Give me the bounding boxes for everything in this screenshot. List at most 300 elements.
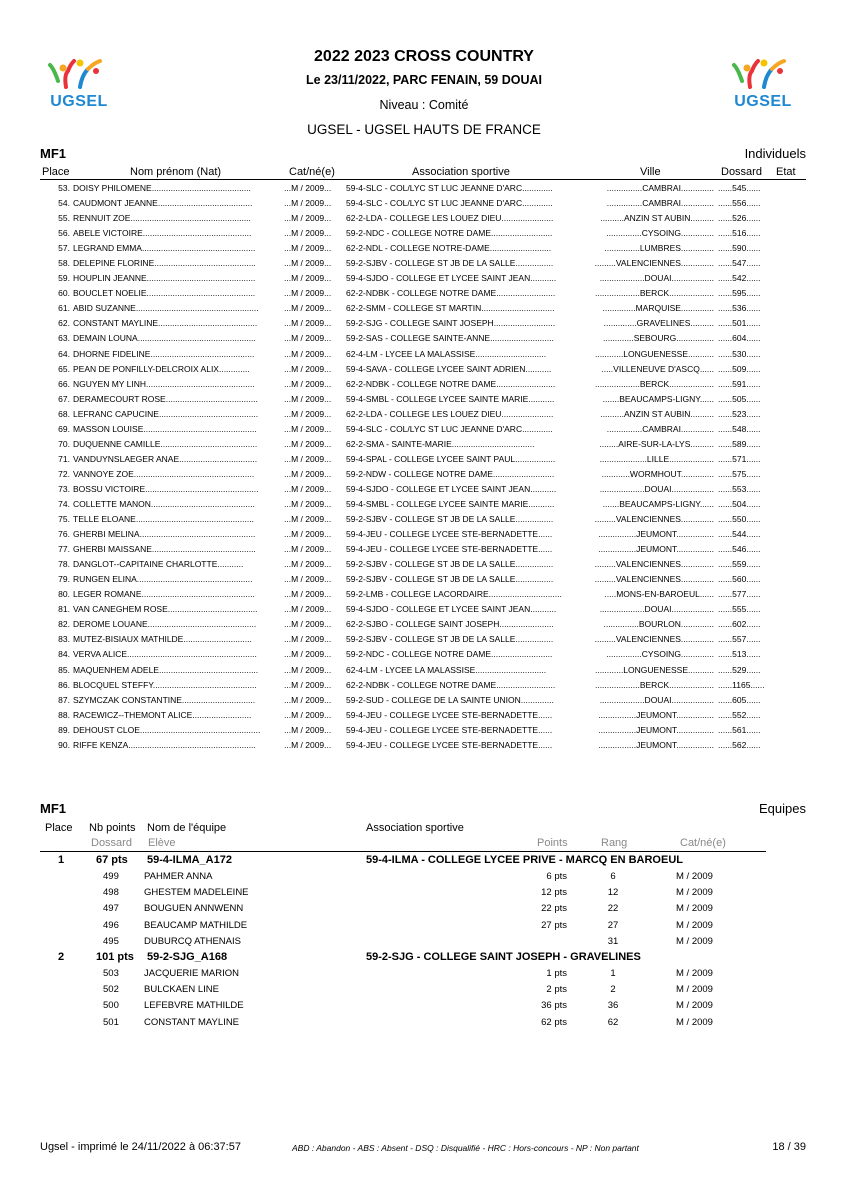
row-category: ...M / 2009... bbox=[284, 709, 332, 720]
row-city: ..........ANZIN ST AUBIN.......... bbox=[600, 408, 714, 419]
row-city: .........VALENCIENNES.............. bbox=[594, 258, 714, 269]
table-row bbox=[40, 693, 806, 708]
row-place: 57. bbox=[58, 243, 70, 254]
row-place: 66. bbox=[58, 378, 70, 389]
row-city: ........AIRE-SUR-LA-LYS.......... bbox=[599, 438, 714, 449]
table-row bbox=[40, 572, 806, 587]
row-category: ...M / 2009... bbox=[284, 724, 332, 735]
table-row bbox=[40, 587, 806, 602]
row-category: ...M / 2009... bbox=[284, 559, 332, 570]
row-bib: ......505...... bbox=[718, 393, 761, 404]
member-points: 1 pts bbox=[546, 968, 567, 979]
team-club: 59-2-SJG - COLLEGE SAINT JOSEPH - GRAVELINES bbox=[366, 951, 641, 963]
row-bib: ......1165...... bbox=[718, 679, 765, 690]
row-name: SZYMCZAK CONSTANTINE............................... bbox=[73, 694, 256, 705]
row-bib: ......561...... bbox=[718, 724, 761, 735]
row-name: RUNGEN ELINA................................................. bbox=[73, 574, 253, 585]
member-points: 36 pts bbox=[541, 1000, 567, 1012]
row-club: 59-4-SMBL - COLLEGE LYCEE SAINTE MARIE........... bbox=[346, 393, 555, 404]
row-club: 59-2-SJBV - COLLEGE ST JB DE LA SALLE................ bbox=[346, 634, 554, 645]
row-category: ...M / 2009... bbox=[284, 619, 332, 630]
row-city: ................JEUMONT................ bbox=[598, 739, 714, 750]
row-bib: ......550...... bbox=[718, 514, 761, 525]
row-category: ...M / 2009... bbox=[284, 273, 332, 284]
team-member-row bbox=[40, 869, 806, 884]
row-name: MAQUENHEM ADELE.......................................... bbox=[73, 664, 259, 675]
row-category: ...M / 2009... bbox=[284, 243, 332, 254]
row-club: 59-2-SUD - COLLEGE DE LA SAINTE UNION.............. bbox=[346, 694, 554, 705]
row-bib: ......595...... bbox=[718, 288, 761, 299]
table-row bbox=[40, 617, 806, 632]
row-place: 68. bbox=[58, 408, 70, 419]
row-place: 84. bbox=[58, 649, 70, 660]
row-club: 59-4-SJDO - COLLEGE ET LYCEE SAINT JEAN........... bbox=[346, 483, 557, 494]
row-club: 62-2-SJBO - COLLEGE SAINT JOSEPH....................... bbox=[346, 619, 554, 630]
row-city: ................JEUMONT................ bbox=[598, 724, 714, 735]
row-category: ...M / 2009... bbox=[284, 453, 332, 464]
row-club: 59-4-SLC - COL/LYC ST LUC JEANNE D'ARC............. bbox=[346, 423, 553, 434]
row-category: ...M / 2009... bbox=[284, 378, 332, 389]
row-club: 59-4-SAVA - COLLEGE LYCEE SAINT ADRIEN........... bbox=[346, 363, 552, 374]
member-rank: 1 bbox=[610, 968, 616, 979]
row-name: PEAN DE PONFILLY-DELCROIX ALIX............. bbox=[73, 363, 250, 374]
row-bib: ......560...... bbox=[718, 574, 761, 585]
row-city: ..............GRAVELINES.......... bbox=[603, 318, 714, 329]
table-row bbox=[40, 738, 806, 753]
individual-section-heading bbox=[40, 146, 806, 162]
row-bib: ......548...... bbox=[718, 423, 761, 434]
col-place: Place bbox=[42, 166, 70, 178]
member-name: LEFEBVRE MATHILDE bbox=[144, 1000, 244, 1012]
row-name: NGUYEN MY LINH.............................................. bbox=[73, 378, 255, 389]
row-category: ...M / 2009... bbox=[284, 348, 332, 359]
table-row bbox=[40, 467, 806, 482]
row-name: DELEPINE FLORINE........................................... bbox=[73, 258, 256, 269]
row-city: ..............MARQUISE.............. bbox=[602, 303, 714, 314]
row-bib: ......501...... bbox=[718, 318, 761, 329]
row-club: 59-2-NDW - COLLEGE NOTRE DAME.......................... bbox=[346, 468, 555, 479]
row-place: 72. bbox=[58, 468, 70, 479]
row-bib: ......555...... bbox=[718, 604, 761, 615]
row-name: LEGRAND EMMA................................................ bbox=[73, 243, 256, 254]
member-bib: 495 bbox=[103, 935, 119, 947]
member-points: 22 pts bbox=[541, 903, 567, 915]
row-name: MUTEZ-BISIAUX MATHILDE............................. bbox=[73, 634, 252, 645]
row-category: ...M / 2009... bbox=[284, 514, 332, 525]
row-place: 78. bbox=[58, 559, 70, 570]
row-name: RIFFE KENZA...................................................... bbox=[73, 739, 256, 750]
row-club: 59-4-SMBL - COLLEGE LYCEE SAINTE MARIE........... bbox=[346, 498, 555, 509]
row-city: ...................DOUAI.................. bbox=[599, 604, 714, 615]
row-place: 58. bbox=[58, 258, 70, 269]
member-name: JACQUERIE MARION bbox=[144, 968, 240, 979]
row-bib: ......557...... bbox=[718, 634, 761, 645]
table-row bbox=[40, 211, 806, 226]
status-legend: ABD : Abandon - ABS : Absent - DSQ : Disqualifié - HRC : Hors-concours - NP : Non partant bbox=[292, 1143, 639, 1153]
table-row bbox=[40, 527, 806, 542]
row-club: 62-2-SMA - SAINTE-MARIE................................... bbox=[346, 438, 535, 449]
team-row bbox=[40, 853, 806, 868]
row-bib: ......529...... bbox=[718, 664, 761, 675]
table-row bbox=[40, 256, 806, 271]
row-place: 76. bbox=[58, 529, 70, 540]
row-place: 90. bbox=[58, 739, 70, 750]
row-city: ....................LILLE................... bbox=[599, 453, 714, 464]
col-bib: Dossard bbox=[91, 837, 132, 849]
row-bib: ......589...... bbox=[718, 438, 761, 449]
row-name: DUQUENNE CAMILLE......................................... bbox=[73, 438, 258, 449]
col-place: Place bbox=[45, 822, 73, 834]
row-bib: ......571...... bbox=[718, 453, 761, 464]
table-row bbox=[40, 678, 806, 693]
team-member-row bbox=[40, 982, 806, 997]
row-bib: ......509...... bbox=[718, 363, 761, 374]
table-row bbox=[40, 482, 806, 497]
row-name: RENNUIT ZOE................................................... bbox=[73, 213, 251, 224]
row-place: 67. bbox=[58, 393, 70, 404]
row-place: 54. bbox=[58, 198, 70, 209]
row-category: ...M / 2009... bbox=[284, 483, 332, 494]
row-name: VAN CANEGHEM ROSE...................................... bbox=[73, 604, 258, 615]
row-place: 55. bbox=[58, 213, 70, 224]
member-name: BEAUCAMP MATHILDE bbox=[144, 919, 248, 931]
team-member-row bbox=[40, 885, 806, 900]
row-category: ...M / 2009... bbox=[284, 649, 332, 660]
member-bib: 498 bbox=[103, 887, 119, 899]
row-club: 59-2-SJBV - COLLEGE ST JB DE LA SALLE................ bbox=[346, 574, 554, 585]
row-bib: ......523...... bbox=[718, 408, 761, 419]
row-club: 59-4-SLC - COL/LYC ST LUC JEANNE D'ARC............. bbox=[346, 198, 553, 209]
row-city: ...................BERCK................... bbox=[594, 679, 714, 690]
page-title: 2022 2023 CROSS COUNTRY bbox=[314, 48, 534, 65]
row-city: .....MONS-EN-BAROEUL...... bbox=[604, 589, 714, 600]
row-city: .......BEAUCAMPS-LIGNY...... bbox=[602, 498, 714, 509]
team-points: 101 pts bbox=[96, 951, 134, 963]
row-club: 62-4-LM - LYCEE LA MALASSISE.............................. bbox=[346, 664, 547, 675]
table-row bbox=[40, 512, 806, 527]
race-code: MF1 bbox=[40, 801, 66, 816]
row-city: ...................DOUAI.................. bbox=[599, 483, 714, 494]
row-city: .........VALENCIENNES.............. bbox=[594, 574, 714, 585]
team-member-row bbox=[40, 1015, 806, 1030]
row-category: ...M / 2009... bbox=[284, 664, 332, 675]
section-type: Individuels bbox=[744, 146, 806, 161]
row-city: ............WORMHOUT.............. bbox=[601, 468, 714, 479]
row-bib: ......590...... bbox=[718, 243, 761, 254]
member-bib: 501 bbox=[103, 1016, 119, 1028]
row-city: ..........ANZIN ST AUBIN.......... bbox=[600, 213, 714, 224]
row-place: 77. bbox=[58, 544, 70, 555]
row-place: 56. bbox=[58, 228, 70, 239]
table-row bbox=[40, 271, 806, 286]
row-club: 59-2-NDC - COLLEGE NOTRE DAME.......................... bbox=[346, 228, 553, 239]
table-row bbox=[40, 647, 806, 662]
row-category: ...M / 2009... bbox=[284, 183, 332, 193]
team-member-header bbox=[40, 837, 766, 852]
row-club: 59-2-LMB - COLLEGE LACORDAIRE............................... bbox=[346, 589, 562, 600]
col-points: Points bbox=[537, 837, 568, 849]
member-bib: 497 bbox=[103, 903, 119, 915]
row-city: .........VALENCIENNES.............. bbox=[594, 634, 714, 645]
row-name: RACEWICZ--THEMONT ALICE......................... bbox=[73, 709, 252, 720]
member-rank: 22 bbox=[607, 903, 619, 915]
table-row bbox=[40, 708, 806, 723]
team-member-row bbox=[40, 998, 806, 1013]
row-city: ...................BERCK................... bbox=[594, 288, 714, 299]
row-category: ...M / 2009... bbox=[284, 634, 332, 645]
row-name: ABID SUZANNE.................................................... bbox=[73, 303, 259, 314]
member-category: M / 2009 bbox=[676, 1000, 713, 1012]
row-club: 59-4-JEU - COLLEGE LYCEE STE-BERNADETTE...... bbox=[346, 529, 553, 540]
row-city: ................JEUMONT................ bbox=[598, 544, 714, 555]
member-category: M / 2009 bbox=[676, 935, 713, 947]
row-city: ...............CAMBRAI.............. bbox=[606, 423, 714, 434]
row-club: 59-4-JEU - COLLEGE LYCEE STE-BERNADETTE...... bbox=[346, 724, 553, 735]
row-bib: ......516...... bbox=[718, 228, 761, 239]
row-place: 86. bbox=[58, 679, 70, 690]
row-category: ...M / 2009... bbox=[284, 198, 332, 209]
member-name: BULCKAEN LINE bbox=[144, 984, 219, 996]
team-member-row bbox=[40, 918, 806, 933]
row-club: 62-2-NDBK - COLLEGE NOTRE DAME......................... bbox=[346, 378, 556, 389]
row-city: .........VALENCIENNES.............. bbox=[594, 514, 714, 525]
table-row bbox=[40, 497, 806, 512]
row-club: 62-4-LM - LYCEE LA MALASSISE.............................. bbox=[346, 348, 547, 359]
row-name: DEROME LOUANE.............................................. bbox=[73, 619, 257, 630]
row-place: 69. bbox=[58, 423, 70, 434]
row-name: TELLE ELOANE.................................................. bbox=[73, 514, 254, 525]
organization: UGSEL - UGSEL HAUTS DE FRANCE bbox=[307, 122, 541, 137]
row-place: 63. bbox=[58, 333, 70, 344]
row-bib: ......552...... bbox=[718, 709, 761, 720]
row-place: 74. bbox=[58, 498, 70, 509]
row-city: ...............CYSOING.............. bbox=[606, 649, 714, 660]
col-team-name: Nom de l'équipe bbox=[147, 822, 227, 834]
table-row bbox=[40, 723, 806, 738]
row-bib: ......604...... bbox=[718, 333, 761, 344]
row-category: ...M / 2009... bbox=[284, 213, 332, 224]
row-category: ...M / 2009... bbox=[284, 739, 332, 750]
row-bib: ......605...... bbox=[718, 694, 761, 705]
row-club: 62-2-LDA - COLLEGE LES LOUEZ DIEU...................... bbox=[346, 213, 554, 224]
row-name: HOUPLIN JEANNE.............................................. bbox=[73, 273, 256, 284]
team-place: 2 bbox=[58, 951, 65, 963]
table-row bbox=[40, 437, 806, 452]
row-place: 64. bbox=[58, 348, 70, 359]
row-category: ...M / 2009... bbox=[284, 393, 332, 404]
table-row bbox=[40, 377, 806, 392]
row-category: ...M / 2009... bbox=[284, 363, 332, 374]
row-name: CAUDMONT JEANNE........................................ bbox=[73, 198, 253, 209]
row-club: 59-4-SJDO - COLLEGE ET LYCEE SAINT JEAN........... bbox=[346, 273, 557, 284]
row-place: 70. bbox=[58, 438, 70, 449]
member-name: BOUGUEN ANNWENN bbox=[144, 903, 244, 915]
row-place: 61. bbox=[58, 303, 70, 314]
row-bib: ......526...... bbox=[718, 213, 761, 224]
row-city: .......BEAUCAMPS-LIGNY...... bbox=[602, 393, 714, 404]
row-category: ...M / 2009... bbox=[284, 258, 332, 269]
row-name: LEFRANC CAPUCINE.......................................... bbox=[73, 408, 259, 419]
row-name: BOSSU VICTOIRE................................................ bbox=[73, 483, 259, 494]
row-place: 89. bbox=[58, 724, 70, 735]
row-name: DANGLOT--CAPITAINE CHARLOTTE........... bbox=[73, 559, 244, 570]
row-city: ...................BERCK................... bbox=[594, 378, 714, 389]
row-city: .........VALENCIENNES.............. bbox=[594, 559, 714, 570]
table-row bbox=[40, 331, 806, 346]
row-place: 60. bbox=[58, 288, 70, 299]
table-row bbox=[40, 241, 806, 256]
row-bib: ......553...... bbox=[718, 483, 761, 494]
row-place: 75. bbox=[58, 514, 70, 525]
row-category: ...M / 2009... bbox=[284, 694, 332, 705]
row-name: COLLETTE MANON............................................ bbox=[73, 498, 255, 509]
table-row bbox=[40, 542, 806, 557]
row-bib: ......562...... bbox=[718, 739, 761, 750]
row-club: 59-4-SJDO - COLLEGE ET LYCEE SAINT JEAN........... bbox=[346, 604, 557, 615]
table-row bbox=[40, 286, 806, 301]
row-club: 59-2-SJBV - COLLEGE ST JB DE LA SALLE................ bbox=[346, 559, 554, 570]
row-category: ...M / 2009... bbox=[284, 574, 332, 585]
member-rank: 2 bbox=[610, 984, 616, 996]
member-name: PAHMER ANNA bbox=[144, 871, 213, 882]
row-category: ...M / 2009... bbox=[284, 529, 332, 540]
row-place: 79. bbox=[58, 574, 70, 585]
member-bib: 503 bbox=[103, 968, 119, 979]
row-place: 83. bbox=[58, 634, 70, 645]
team-member-row bbox=[40, 966, 806, 981]
table-row bbox=[40, 602, 806, 617]
row-bib: ......575...... bbox=[718, 468, 761, 479]
row-club: 59-4-SLC - COL/LYC ST LUC JEANNE D'ARC............. bbox=[346, 183, 553, 193]
table-row bbox=[40, 301, 806, 316]
row-category: ...M / 2009... bbox=[284, 468, 332, 479]
table-row bbox=[40, 557, 806, 572]
row-category: ...M / 2009... bbox=[284, 589, 332, 600]
row-club: 59-2-SJBV - COLLEGE ST JB DE LA SALLE................ bbox=[346, 258, 554, 269]
row-name: LEGER ROMANE................................................ bbox=[73, 589, 255, 600]
col-name: Nom prénom (Nat) bbox=[130, 166, 222, 178]
col-cat: Cat/né(e) bbox=[289, 166, 335, 178]
row-bib: ......591...... bbox=[718, 378, 761, 389]
row-name: DEHOUST CLOE................................................... bbox=[73, 724, 261, 735]
member-rank: 6 bbox=[610, 871, 616, 882]
col-rank: Rang bbox=[601, 837, 628, 849]
table-row bbox=[40, 392, 806, 407]
row-place: 80. bbox=[58, 589, 70, 600]
col-points: Nb points bbox=[89, 822, 136, 834]
table-row bbox=[40, 347, 806, 362]
member-category: M / 2009 bbox=[676, 968, 713, 979]
row-bib: ......513...... bbox=[718, 649, 761, 660]
row-name: BOUCLET NOELIE.............................................. bbox=[73, 288, 256, 299]
member-rank: 36 bbox=[607, 1000, 619, 1012]
row-name: BLOCQUEL STEFFY............................................ bbox=[73, 679, 257, 690]
table-row bbox=[40, 407, 806, 422]
member-category: M / 2009 bbox=[676, 903, 713, 915]
member-rank: 31 bbox=[607, 935, 619, 947]
row-city: ............LONGUENESSE........... bbox=[594, 664, 714, 675]
row-club: 59-2-SAS - COLLEGE SAINTE-ANNE........................... bbox=[346, 333, 554, 344]
member-rank: 62 bbox=[607, 1016, 619, 1028]
row-bib: ......559...... bbox=[718, 559, 761, 570]
team-table-header bbox=[40, 822, 806, 836]
row-place: 59. bbox=[58, 273, 70, 284]
page-footer bbox=[40, 1141, 806, 1155]
row-bib: ......547...... bbox=[718, 258, 761, 269]
row-club: 59-4-JEU - COLLEGE LYCEE STE-BERNADETTE...... bbox=[346, 544, 553, 555]
team-name: 59-4-ILMA_A172 bbox=[147, 854, 232, 866]
table-row bbox=[40, 632, 806, 647]
member-points: 2 pts bbox=[546, 984, 567, 996]
col-bib: Dossard bbox=[721, 166, 762, 178]
col-city: Ville bbox=[640, 166, 661, 178]
table-row bbox=[40, 181, 806, 196]
row-bib: ......536...... bbox=[718, 303, 761, 314]
print-info: Ugsel - imprimé le 24/11/2022 à 06:37:57 bbox=[40, 1141, 241, 1153]
page-number: 18 / 39 bbox=[772, 1141, 806, 1153]
row-city: ...............CAMBRAI.............. bbox=[606, 198, 714, 209]
col-cat: Cat/né(e) bbox=[680, 837, 726, 849]
row-place: 87. bbox=[58, 694, 70, 705]
member-bib: 499 bbox=[103, 871, 119, 882]
member-bib: 496 bbox=[103, 919, 119, 931]
row-place: 81. bbox=[58, 604, 70, 615]
table-row bbox=[40, 226, 806, 241]
team-member-row bbox=[40, 901, 806, 916]
row-name: GHERBI MAISSANE............................................ bbox=[73, 544, 256, 555]
member-category: M / 2009 bbox=[676, 871, 713, 882]
row-name: MASSON LOUISE................................................ bbox=[73, 423, 257, 434]
table-row bbox=[40, 316, 806, 331]
team-member-row bbox=[40, 934, 806, 949]
row-category: ...M / 2009... bbox=[284, 303, 332, 314]
row-city: ...............BOURLON.............. bbox=[603, 619, 714, 630]
row-name: VANDUYNSLAEGER ANAE................................. bbox=[73, 453, 258, 464]
table-row bbox=[40, 422, 806, 437]
member-bib: 500 bbox=[103, 1000, 119, 1012]
row-category: ...M / 2009... bbox=[284, 333, 332, 344]
col-club: Association sportive bbox=[366, 822, 464, 834]
row-place: 53. bbox=[58, 183, 70, 193]
row-category: ...M / 2009... bbox=[284, 498, 332, 509]
col-student: Elève bbox=[148, 837, 176, 849]
team-section-heading bbox=[40, 801, 806, 817]
row-name: DOISY PHILOMENE.......................................... bbox=[73, 183, 251, 193]
row-bib: ......546...... bbox=[718, 544, 761, 555]
row-category: ...M / 2009... bbox=[284, 288, 332, 299]
row-name: VERVA ALICE....................................................... bbox=[73, 649, 257, 660]
row-club: 62-2-NDBK - COLLEGE NOTRE DAME......................... bbox=[346, 679, 556, 690]
row-name: DERAMECOURT ROSE....................................... bbox=[73, 393, 258, 404]
row-category: ...M / 2009... bbox=[284, 228, 332, 239]
row-city: ................JEUMONT................ bbox=[598, 529, 714, 540]
row-place: 65. bbox=[58, 363, 70, 374]
row-bib: ......542...... bbox=[718, 273, 761, 284]
event-level: Niveau : Comité bbox=[379, 98, 469, 112]
member-bib: 502 bbox=[103, 984, 119, 996]
table-row bbox=[40, 452, 806, 467]
row-club: 59-4-JEU - COLLEGE LYCEE STE-BERNADETTE...... bbox=[346, 709, 553, 720]
row-city: .....VILLENEUVE D'ASCQ...... bbox=[601, 363, 714, 374]
row-place: 71. bbox=[58, 453, 70, 464]
individual-table-header bbox=[40, 166, 806, 180]
row-city: ...............LUMBRES.............. bbox=[604, 243, 714, 254]
member-points: 27 pts bbox=[541, 919, 567, 931]
row-bib: ......577...... bbox=[718, 589, 761, 600]
row-category: ...M / 2009... bbox=[284, 544, 332, 555]
member-name: CONSTANT MAYLINE bbox=[144, 1016, 240, 1028]
row-category: ...M / 2009... bbox=[284, 318, 332, 329]
